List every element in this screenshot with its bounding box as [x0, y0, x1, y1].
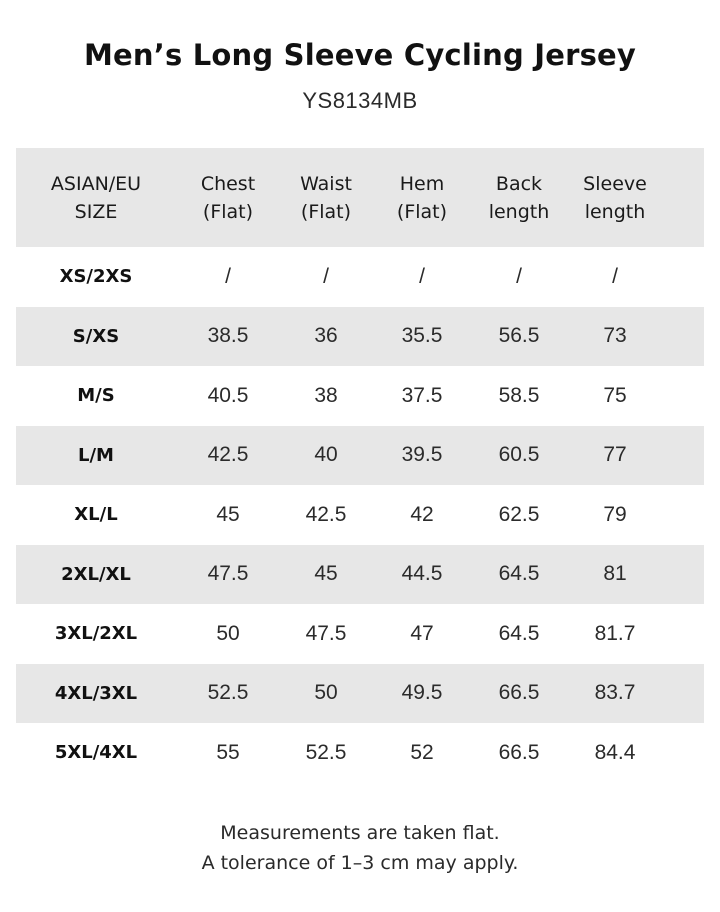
header-size: ASIAN/EU SIZE — [50, 172, 142, 223]
model-code: YS8134MB — [302, 88, 418, 113]
hem-cell: 44.5 — [401, 562, 443, 586]
size-cell: 2XL/XL — [61, 563, 131, 585]
chest-cell: / — [225, 264, 231, 288]
hem-cell: 37.5 — [401, 383, 443, 407]
measurement-note-line-2: A tolerance of 1–3 cm may apply. — [201, 852, 519, 874]
sleeve-length-cell: 73 — [603, 324, 627, 348]
table-row — [16, 604, 704, 664]
size-cell: 5XL/4XL — [54, 742, 138, 764]
chest-cell: 42.5 — [207, 443, 249, 467]
hem-cell: 35.5 — [401, 324, 443, 348]
table-row — [16, 723, 704, 783]
chest-cell: 52.5 — [207, 681, 249, 705]
back-length-cell: / — [516, 264, 522, 288]
sleeve-length-cell: 81 — [603, 562, 627, 586]
measurement-note — [0, 818, 720, 878]
hem-cell: 47 — [410, 621, 434, 645]
waist-cell: / — [323, 264, 329, 288]
sleeve-length-cell: / — [612, 264, 618, 288]
back-length-cell: 64.5 — [498, 621, 540, 645]
hem-cell: 52 — [410, 740, 434, 764]
header-chest: Chest (Flat) — [200, 172, 256, 223]
size-cell: S/XS — [72, 325, 120, 347]
back-length-cell: 66.5 — [498, 740, 540, 764]
waist-cell: 47.5 — [305, 621, 347, 645]
sleeve-length-cell: 77 — [603, 443, 627, 467]
size-cell: XL/L — [74, 504, 118, 526]
table-header-row — [16, 148, 704, 247]
table-row — [16, 545, 704, 605]
chest-cell: 50 — [216, 621, 240, 645]
size-chart-table — [16, 148, 704, 783]
table-row — [16, 426, 704, 486]
hem-cell: 49.5 — [401, 681, 443, 705]
back-length-cell: 66.5 — [498, 681, 540, 705]
measurement-note-line-1: Measurements are taken flat. — [220, 822, 500, 844]
sleeve-length-cell: 75 — [603, 383, 627, 407]
chest-cell: 47.5 — [207, 562, 249, 586]
size-cell: M/S — [77, 385, 115, 407]
hem-cell: 42 — [410, 502, 434, 526]
waist-cell: 38 — [314, 383, 338, 407]
header-sleeve-length: Sleeve length — [583, 172, 647, 223]
size-cell: L/M — [78, 444, 114, 466]
back-length-cell: 58.5 — [498, 383, 540, 407]
back-length-cell: 62.5 — [498, 502, 540, 526]
size-cell: XS/2XS — [59, 266, 133, 288]
chest-cell: 45 — [216, 502, 240, 526]
sleeve-length-cell: 81.7 — [594, 621, 636, 645]
sleeve-length-cell: 79 — [603, 502, 627, 526]
chest-cell: 38.5 — [207, 324, 249, 348]
sleeve-length-cell: 83.7 — [594, 681, 636, 705]
back-length-cell: 64.5 — [498, 562, 540, 586]
back-length-cell: 56.5 — [498, 324, 540, 348]
sleeve-length-cell: 84.4 — [594, 740, 636, 764]
waist-cell: 52.5 — [305, 740, 347, 764]
waist-cell: 36 — [314, 324, 338, 348]
size-cell: 3XL/2XL — [54, 623, 138, 645]
size-cell: 4XL/3XL — [54, 682, 138, 704]
header-waist: Waist (Flat) — [300, 172, 352, 223]
hem-cell: 39.5 — [401, 443, 443, 467]
waist-cell: 45 — [314, 562, 338, 586]
waist-cell: 50 — [314, 681, 338, 705]
waist-cell: 40 — [314, 443, 338, 467]
waist-cell: 42.5 — [305, 502, 347, 526]
chest-cell: 55 — [216, 740, 240, 764]
table-row — [16, 307, 704, 367]
back-length-cell: 60.5 — [498, 443, 540, 467]
page-title: Men’s Long Sleeve Cycling Jersey — [83, 38, 637, 72]
table-row — [16, 485, 704, 545]
hem-cell: / — [419, 264, 425, 288]
table-row — [16, 247, 704, 307]
table-row — [16, 664, 704, 724]
header-back-length: Back length — [488, 172, 550, 223]
table-row — [16, 366, 704, 426]
header-hem: Hem (Flat) — [396, 172, 448, 223]
chest-cell: 40.5 — [207, 383, 249, 407]
